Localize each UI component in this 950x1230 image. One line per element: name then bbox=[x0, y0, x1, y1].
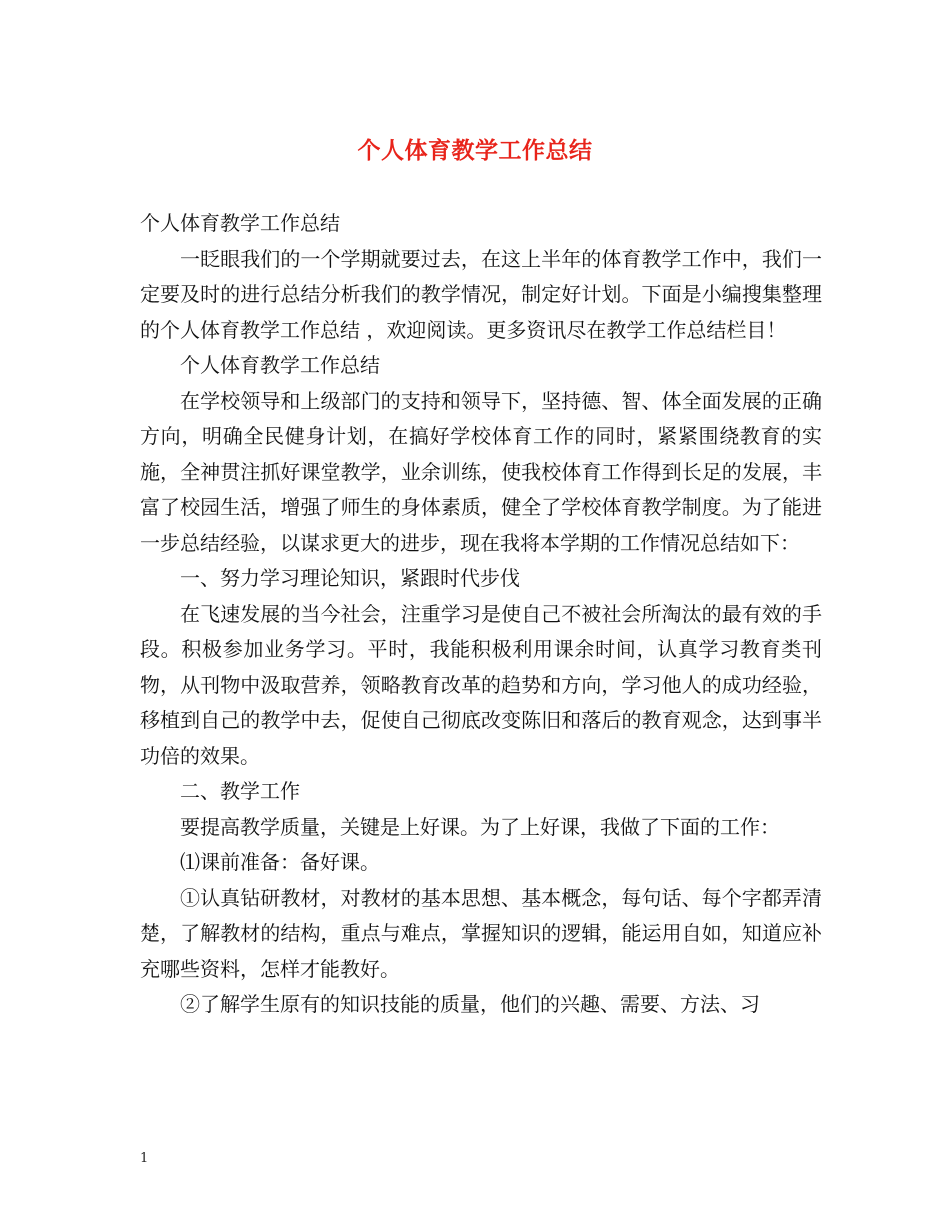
paragraph: 一眨眼我们的一个学期就要过去，在这上半年的体育教学工作中，我们一定要及时的进行总结分析我们的教学情况，制定好计划。下面是小编搜集整理的个人体育教学工作总结 ，欢迎阅读。更多资讯尽在教学工作总结栏目！ bbox=[140, 246, 822, 342]
paragraph: 个人体育教学工作总结 bbox=[180, 353, 380, 377]
paragraph: 要提高教学质量，关键是上好课。为了上好课，我做了下面的工作： bbox=[180, 814, 780, 839]
paragraph: 个人体育教学工作总结 bbox=[140, 211, 340, 235]
list-item: ⑴课前准备：备好课。 bbox=[180, 850, 380, 874]
paragraph: 在学校领导和上级部门的支持和领导下，坚持德、智、体全面发展的正确方向，明确全民健身计划，在搞好学校体育工作的同时，紧紧围绕教育的实施，全神贯注抓好课堂教学，业余训练，使我校体育工作得到长足的发展，丰富了校园生活，增强了师生的身体素质，健全了学校体育教学制度。为了能进一步总结经验，以谋求更大的进步，现在我将本学期的工作情况总结如下： bbox=[140, 388, 822, 555]
document-body bbox=[140, 206, 822, 1023]
list-item: ①认真钻研教材，对教材的基本思想、基本概念，每句话、每个字都弄清楚，了解教材的结构，重点与难点，掌握知识的逻辑，能运用自如，知道应补充哪些资料，怎样才能教好。 bbox=[140, 885, 822, 981]
paragraph: 在飞速发展的当今社会，注重学习是使自己不被社会所淘汰的最有效的手段。积极参加业务学习。平时，我能积极利用课余时间，认真学习教育类刊物，从刊物中汲取营养，领略教育改革的趋势和方向，学习他人的成功经验，移植到自己的教学中去，促使自己彻底改变陈旧和落后的教育观念，达到事半功倍的效果。 bbox=[140, 601, 822, 768]
document-title: 个人体育教学工作总结 bbox=[357, 137, 593, 164]
page-number: 1 bbox=[140, 1151, 149, 1166]
section-heading: 二、教学工作 bbox=[180, 779, 300, 803]
list-item: ②了解学生原有的知识技能的质量，他们的兴趣、需要、方法、习 bbox=[180, 992, 760, 1016]
section-heading: 一、努力学习理论知识，紧跟时代步伐 bbox=[180, 566, 520, 590]
